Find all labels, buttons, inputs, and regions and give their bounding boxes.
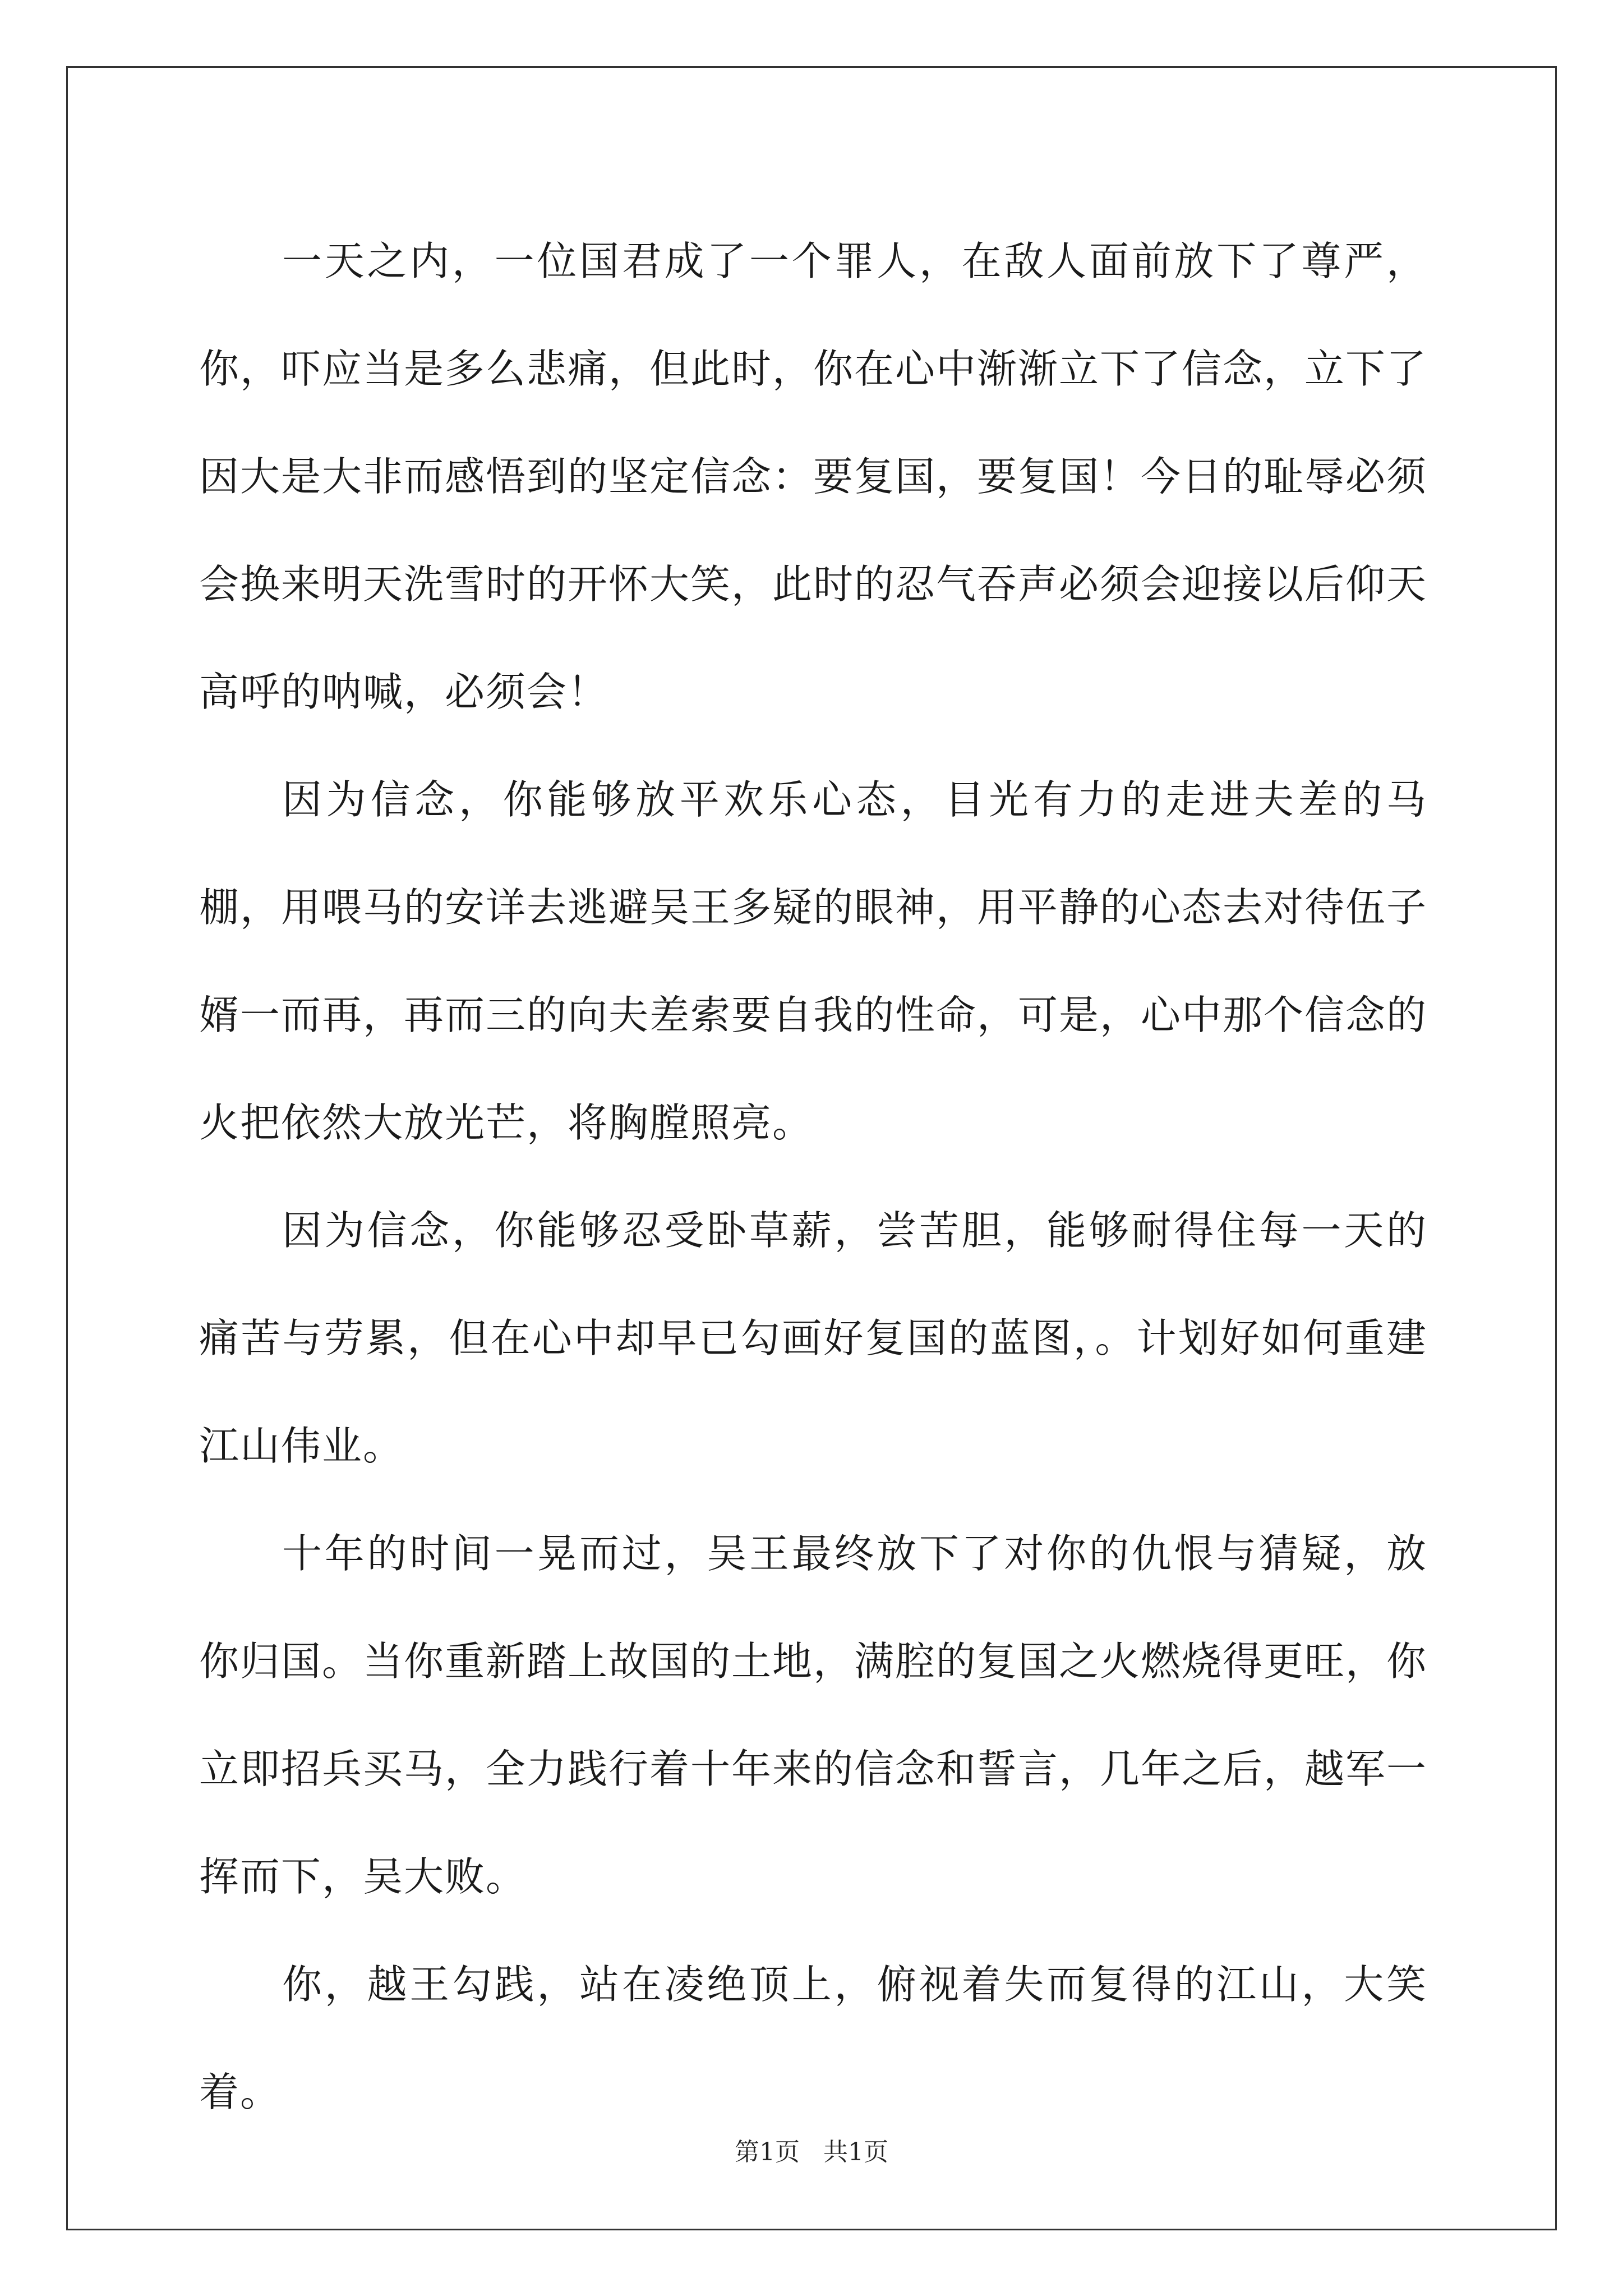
page-total: 共1页 [823, 2138, 888, 2166]
paragraph-2: 因为信念，你能够放平欢乐心态，目光有力的走进夫差的马棚，用喂马的安详去逃避吴王多疑的眼神，用平静的心态去对待伍子婿一而再，再而三的向夫差索要自我的性命，可是，心中那个信念的火把依然大放光芒，将胸膛照亮。 [199, 776, 1428, 1146]
document-body [199, 208, 1427, 2146]
page-number: 第1页 [735, 2138, 800, 2166]
page-footer [0, 2132, 1623, 2168]
paragraph-3: 因为信念，你能够忍受卧草薪，尝苦胆，能够耐得住每一天的痛苦与劳累，但在心中却早已勾画好复国的蓝图，。计划好如何重建江山伟业。 [199, 1207, 1427, 1469]
paragraph-5: 你，越王勾践，站在凌绝顶上，俯视着失而复得的江山，大笑着。 [199, 1961, 1427, 2115]
paragraph-1: 一天之内，一位国君成了一个罪人，在敌人面前放下了尊严，你，吓应当是多么悲痛，但此时，你在心中渐渐立下了信念，立下了因大是大非而感悟到的坚定信念：要复国，要复国！今日的耻辱必须会换来明天洗雪时的开怀大笑，此时的忍气吞声必须会迎接以后仰天高呼的呐喊，必须会！ [199, 238, 1428, 715]
paragraph-4: 十年的时间一晃而过，吴王最终放下了对你的仇恨与猜疑，放你归国。当你重新踏上故国的土地，满腔的复国之火燃烧得更旺，你立即招兵买马，全力践行着十年来的信念和誓言，几年之后，越军一挥而下，吴大败。 [199, 1530, 1428, 1900]
